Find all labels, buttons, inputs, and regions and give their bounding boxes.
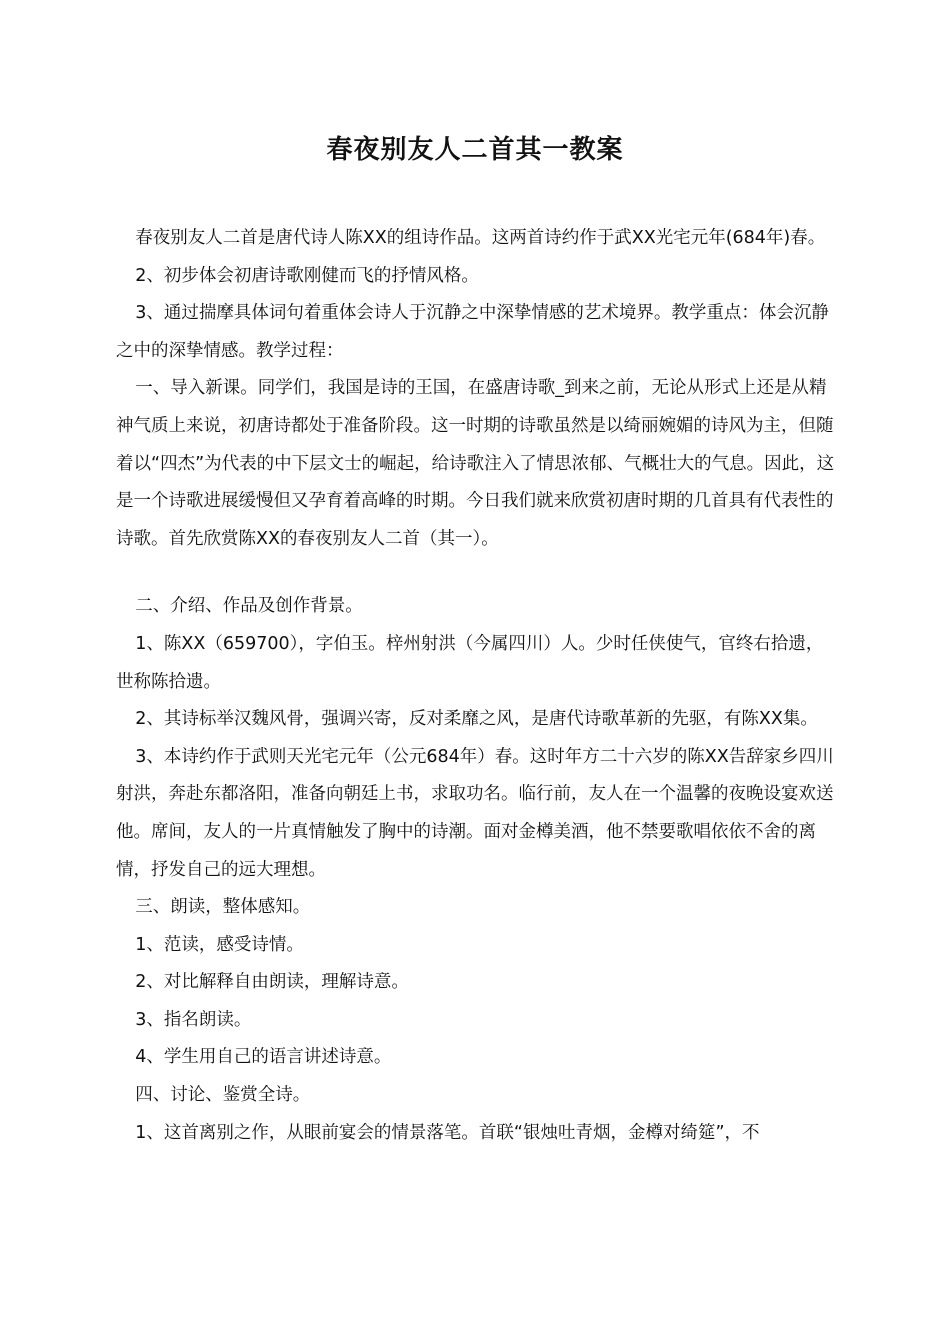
paragraph-reading-1: 1、范读，感受诗情。 <box>135 934 304 955</box>
paragraph-poetry-style: 2、其诗标举汉魏风骨，强调兴寄，反对柔靡之风，是唐代诗歌革新的先驱，有陈XX集。 <box>135 709 818 730</box>
paragraph-intro: 春夜别友人二首是唐代诗人陈XX的组诗作品。这两首诗约作于武XX光宅元年(684年)春。 <box>135 228 826 248</box>
paragraph-author-intro: 1、陈XX（659700），字伯玉。梓州射洪（今属四川）人。少时任侠使气，官终右拾遗，世称陈拾遗。 <box>116 633 824 692</box>
document-title: 春夜别友人二首其一教案 <box>326 135 624 165</box>
paragraph-objective-2: 2、初步体会初唐诗歌刚健而飞的抒情风格。 <box>135 265 479 286</box>
paragraph-section-4-heading: 四、讨论、鉴赏全诗。 <box>135 1085 311 1106</box>
paragraph-appreciation-1: 1、这首离别之作，从眼前宴会的情景落笔。首联“银烛吐青烟，金樽对绮筵”，不 <box>135 1122 760 1143</box>
paragraph-section-2-heading: 二、介绍、作品及创作背景。 <box>135 596 363 617</box>
paragraph-reading-2: 2、对比解释自由朗读，理解诗意。 <box>135 972 409 993</box>
document-body <box>116 220 836 1152</box>
paragraph-reading-4: 4、学生用自己的语言讲述诗意。 <box>135 1047 392 1068</box>
paragraph-section-3-heading: 三、朗读，整体感知。 <box>135 897 311 918</box>
paragraph-objective-3: 3、通过揣摩具体词句着重体会诗人于沉静之中深挚情感的艺术境界。教学重点：体会沉静之中的深挚情感。教学过程： <box>116 303 829 361</box>
paragraph-reading-3: 3、指名朗读。 <box>135 1009 252 1030</box>
paragraph-section-1: 一、导入新课。同学们，我国是诗的王国，在盛唐诗歌_到来之前，无论从形式上还是从精神气质上来说，初唐诗都处于准备阶段。这一时期的诗歌虽然是以绮丽婉媚的诗风为主，但随着以“四杰”为代表的中下层文士的崛起，给诗歌注入了情思浓郁、气概壮大的气息。因此，这是一个诗歌进展缓慢但又孕育着高峰的时期。今日我们就来欣赏初唐时期的几首具有代表性的诗歌。首先欣赏陈XX的春夜别友人二首（其一）。 <box>116 378 835 549</box>
paragraph-background: 3、本诗约作于武则天光宅元年（公元684年）春。这时年方二十六岁的陈XX告辞家乡四川射洪，奔赴东都洛阳，准备向朝廷上书，求取功名。临行前，友人在一个温馨的夜晚设宴欢送他。席间，友人的一片真情触发了胸中的诗潮。面对金樽美酒，他不禁要歌唱依依不舍的离情，抒发自己的远大理想。 <box>116 746 834 880</box>
